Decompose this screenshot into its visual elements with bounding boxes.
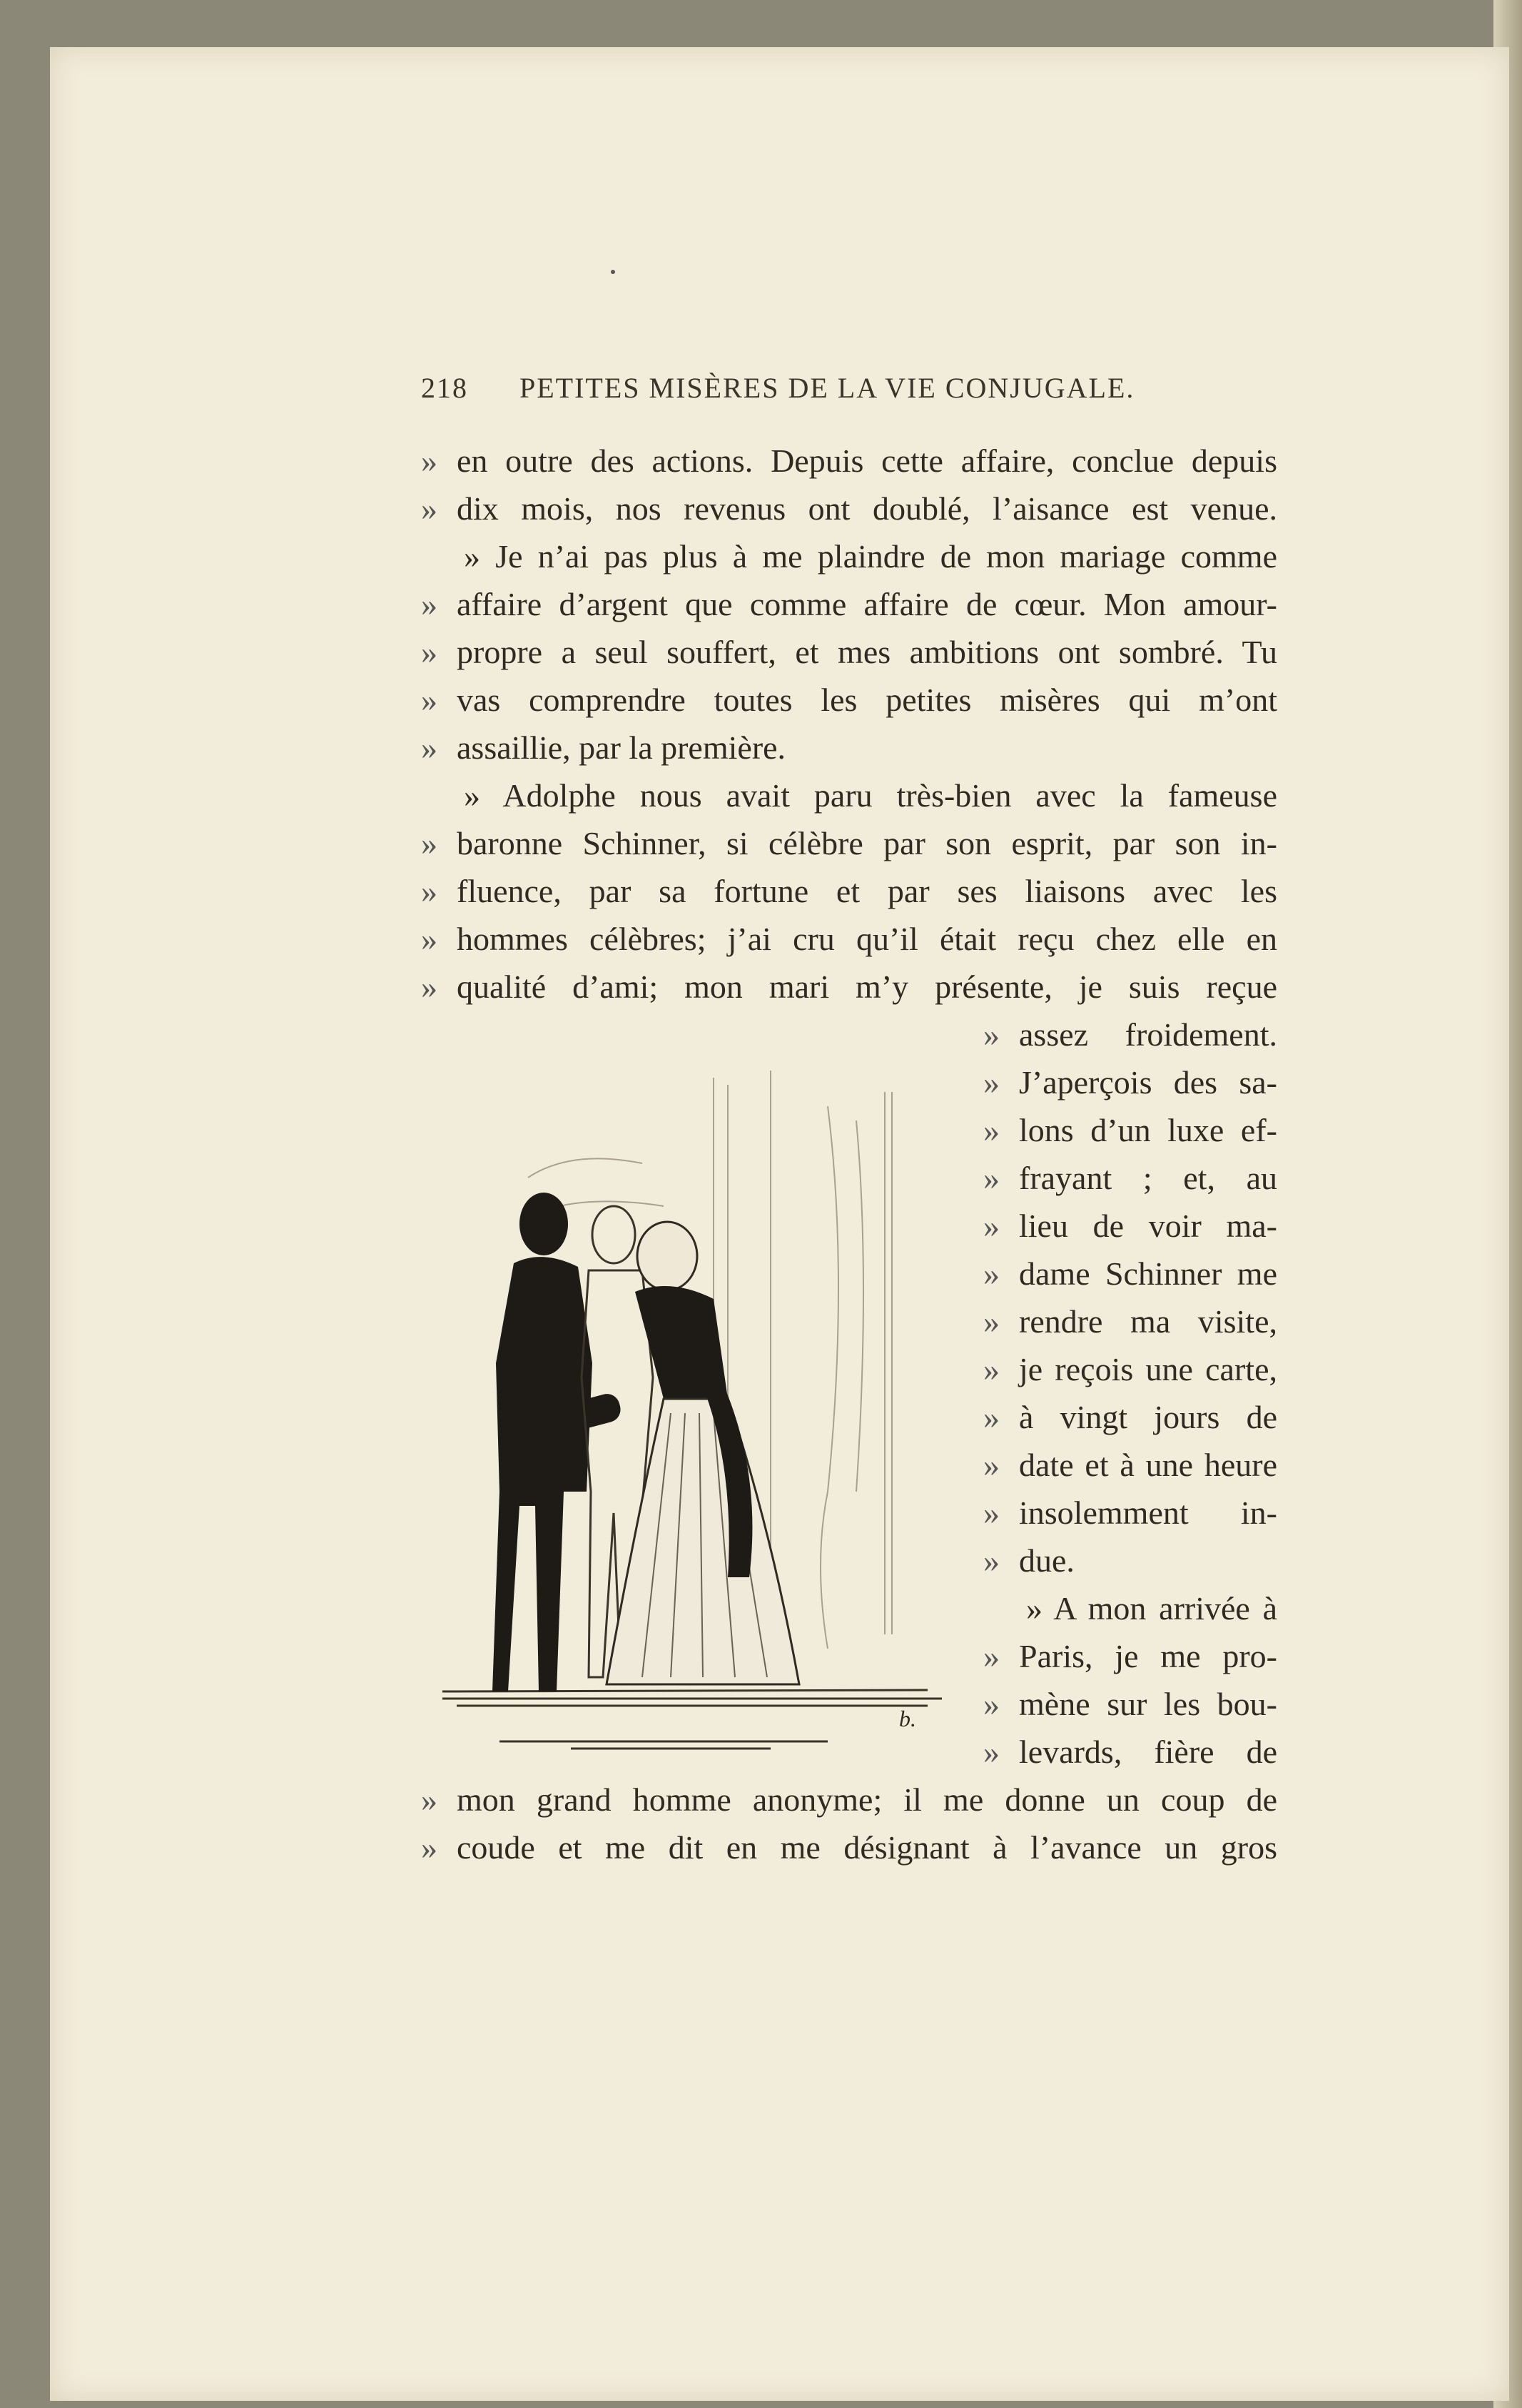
quote-mark: »: [421, 825, 437, 861]
line-text: lons d’un luxe ef-: [1019, 1112, 1277, 1148]
line-text: J’aperçois des sa-: [1019, 1064, 1277, 1101]
line-text: dix mois, nos revenus ont doublé, l’aisance est venue.: [457, 490, 1277, 527]
text-line: [983, 1250, 1277, 1297]
line-text: levards, fière de: [1019, 1734, 1277, 1770]
line-text: hommes célèbres; j’ai cru qu’il était reçu chez elle en: [457, 921, 1277, 957]
quote-mark: »: [421, 729, 437, 766]
quote-mark: »: [421, 1829, 437, 1866]
text-line: [983, 1202, 1277, 1250]
text-line: [421, 1776, 1277, 1823]
text-line: [983, 1297, 1277, 1345]
text-line: [421, 1823, 1277, 1871]
text-line: [421, 963, 1277, 1011]
text-line: [983, 1584, 1277, 1632]
line-text: date et à une heure: [1019, 1447, 1277, 1483]
text-line: [421, 867, 1277, 915]
quote-mark: »: [983, 1686, 1000, 1722]
running-header: [421, 371, 1277, 405]
text-line: [983, 1154, 1277, 1202]
text-line: [983, 1011, 1277, 1058]
text-line: [421, 437, 1277, 485]
body-text-narrow: [983, 1011, 1277, 1776]
line-text: rendre ma visite,: [1019, 1303, 1277, 1340]
text-line: [421, 485, 1277, 532]
page-number: 218: [421, 372, 468, 404]
line-text: insolemment in-: [1019, 1494, 1277, 1531]
line-text: qualité d’ami; mon mari m’y présente, je suis reçue: [457, 968, 1277, 1005]
quote-mark: »: [983, 1112, 1000, 1148]
line-text: lieu de voir ma-: [1019, 1208, 1277, 1244]
quote-mark: »: [983, 1064, 1000, 1101]
engraving-couple-in-salon-icon: [428, 1063, 970, 1756]
text-line: [983, 1106, 1277, 1154]
body-text-bottom: [421, 1776, 1277, 1871]
quote-mark: »: [421, 873, 437, 909]
line-text: mène sur les bou-: [1019, 1686, 1277, 1722]
text-line: [421, 915, 1277, 963]
line-text: » Adolphe nous avait paru très-bien avec la fameuse: [464, 777, 1277, 814]
line-text: je reçois une carte,: [1019, 1351, 1277, 1387]
text-line: [983, 1345, 1277, 1393]
line-text: baronne Schinner, si célèbre par son esprit, par son in-: [457, 825, 1277, 861]
quote-mark: »: [421, 586, 437, 622]
text-line: [983, 1058, 1277, 1106]
line-text: vas comprendre toutes les petites misères qui m’ont: [457, 682, 1277, 718]
line-text: en outre des actions. Depuis cette affaire, conclue depuis: [457, 442, 1277, 479]
text-line: [421, 532, 1277, 580]
text-line: [983, 1728, 1277, 1776]
paper-speck: [611, 270, 615, 274]
text-line: [983, 1632, 1277, 1680]
line-text: dame Schinner me: [1019, 1255, 1277, 1292]
quote-mark: »: [983, 1208, 1000, 1244]
text-line: [983, 1680, 1277, 1728]
line-text: propre a seul souffert, et mes ambitions ont sombré. Tu: [457, 634, 1277, 670]
line-text: assaillie, par la première.: [457, 729, 786, 766]
quote-mark: »: [983, 1303, 1000, 1340]
quote-mark: »: [421, 442, 437, 479]
quote-mark: »: [983, 1160, 1000, 1196]
text-line: [421, 628, 1277, 676]
quote-mark: »: [983, 1399, 1000, 1435]
running-title: PETITES MISÈRES DE LA VIE CONJUGALE.: [519, 372, 1135, 404]
line-text: à vingt jours de: [1019, 1399, 1277, 1435]
quote-mark: »: [421, 1781, 437, 1818]
text-line: [421, 819, 1277, 867]
line-text: affaire d’argent que comme affaire de cœur. Mon amour-: [457, 586, 1277, 622]
quote-mark: »: [983, 1638, 1000, 1674]
line-text: coude et me dit en me désignant à l’avance un gros: [457, 1829, 1277, 1866]
quote-mark: »: [983, 1734, 1000, 1770]
quote-mark: »: [421, 968, 437, 1005]
line-text: frayant ; et, au: [1019, 1160, 1277, 1196]
quote-mark: »: [983, 1447, 1000, 1483]
body-text-top: [421, 437, 1277, 1011]
line-text: assez froidement.: [1019, 1016, 1277, 1053]
text-line: [421, 724, 1277, 772]
text-line: [983, 1537, 1277, 1584]
quote-mark: »: [421, 634, 437, 670]
quote-mark: »: [421, 490, 437, 527]
quote-mark: »: [983, 1542, 1000, 1579]
quote-mark: »: [983, 1351, 1000, 1387]
text-line: [421, 580, 1277, 628]
line-text: due.: [1019, 1542, 1075, 1579]
line-text: » Je n’ai pas plus à me plaindre de mon mariage comme: [464, 538, 1277, 575]
quote-mark: »: [421, 682, 437, 718]
quote-mark: »: [421, 921, 437, 957]
text-line: [421, 676, 1277, 724]
text-line: [983, 1393, 1277, 1441]
line-text: Paris, je me pro-: [1019, 1638, 1277, 1674]
engraving-svg: [428, 1063, 970, 1756]
engraver-signature: b.: [899, 1706, 916, 1731]
quote-mark: »: [983, 1016, 1000, 1053]
text-line: [983, 1489, 1277, 1537]
line-text: fluence, par sa fortune et par ses liaisons avec les: [457, 873, 1277, 909]
quote-mark: »: [983, 1255, 1000, 1292]
line-text: » A mon arrivée à: [1026, 1590, 1277, 1627]
quote-mark: »: [983, 1494, 1000, 1531]
line-text: mon grand homme anonyme; il me donne un coup de: [457, 1781, 1277, 1818]
text-line: [421, 772, 1277, 819]
text-line: [983, 1441, 1277, 1489]
